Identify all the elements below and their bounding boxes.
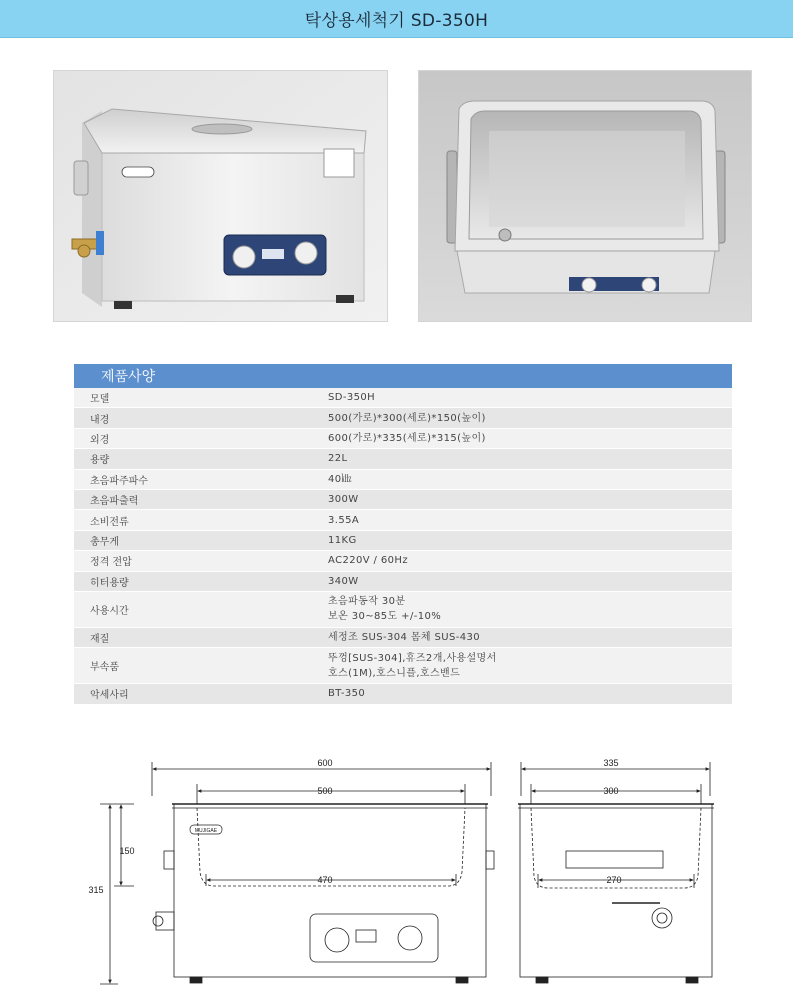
spec-value (328, 411, 732, 426)
spec-label: 내경 (90, 414, 110, 426)
front-inner-depth: 150 (119, 846, 135, 856)
spec-label: 모델 (90, 394, 110, 406)
spec-value (328, 390, 732, 405)
spec-value-line: 보온 30~85도 +/-10% (328, 611, 442, 623)
spec-label: 히터용량 (90, 577, 129, 589)
spec-value (328, 594, 732, 624)
spec-row (74, 429, 732, 449)
spec-label: 용량 (90, 455, 110, 467)
spec-label: 외경 (90, 434, 110, 446)
spec-row (74, 510, 732, 530)
spec-value-line: AC220V / 60Hz (328, 555, 408, 567)
front-basket-width: 470 (317, 875, 333, 885)
spec-value (328, 451, 732, 466)
spec-value-line: SD-350H (328, 392, 376, 404)
spec-row (74, 684, 732, 704)
dimension-drawing (0, 740, 793, 987)
spec-value (328, 651, 732, 681)
spec-value-line: 11KG (328, 534, 357, 546)
spec-value-line: BT-350 (328, 688, 366, 700)
spec-value (328, 431, 732, 446)
spec-row (74, 470, 732, 490)
spec-value-line: 3.55A (328, 514, 360, 526)
spec-label: 사용시간 (90, 605, 129, 617)
spec-value-line: 초음파동작 30분 (328, 596, 406, 608)
spec-value-line: 300W (328, 494, 359, 506)
spec-value (328, 686, 732, 701)
front-body-outline (174, 804, 486, 977)
spec-row (74, 648, 732, 684)
spec-value-line: 40㎑ (328, 473, 352, 485)
spec-value-line: 500(가로)*300(세로)*150(높이) (328, 412, 486, 424)
spec-row (74, 592, 732, 628)
product-photo-open (418, 70, 752, 322)
spec-row (74, 408, 732, 428)
spec-value-line: 호스(1M),호스니플,호스밴드 (328, 667, 461, 679)
title-bar (0, 0, 793, 38)
dimension-drawing-svg (0, 740, 793, 987)
spec-value-line: 22L (328, 453, 348, 465)
spec-label: 총무게 (90, 536, 119, 548)
spec-value-line: 600(가로)*335(세로)*315(높이) (328, 432, 486, 444)
spec-label: 초음파출력 (90, 496, 139, 508)
spec-value (328, 472, 732, 487)
spec-value (328, 492, 732, 507)
spec-value (328, 574, 732, 589)
side-basket-depth: 270 (606, 875, 622, 885)
spec-label: 초음파주파수 (90, 475, 148, 487)
spec-label: 악세사리 (90, 690, 129, 702)
spec-table-title: 제품사양 (101, 369, 156, 385)
spec-row (74, 551, 732, 571)
page-title: 탁상용세척기 SD-350H (304, 11, 489, 31)
spec-rows (74, 388, 732, 705)
spec-value-line: 세정조 SUS-304 몸체 SUS-430 (328, 632, 481, 643)
spec-label: 부속품 (90, 662, 119, 674)
spec-label: 소비전류 (90, 516, 129, 528)
drawing-brand-label: MUJIGAE (194, 828, 218, 834)
spec-value-line: 340W (328, 575, 359, 587)
spec-row (74, 628, 732, 648)
side-body-outline (520, 804, 712, 977)
spec-row (74, 388, 732, 408)
spec-label: 재질 (90, 634, 110, 645)
front-outer-height: 315 (88, 885, 104, 895)
front-outer-width: 600 (317, 758, 333, 768)
open-cleaner-image (419, 71, 751, 321)
front-inner-width: 500 (317, 786, 333, 796)
spec-value (328, 533, 732, 548)
spec-table (74, 364, 732, 705)
spec-value (328, 513, 732, 528)
side-inner-depth: 300 (603, 786, 619, 796)
closed-cleaner-image (54, 71, 387, 321)
spec-row (74, 572, 732, 592)
spec-value-line: 뚜껑[SUS-304],휴즈2개,사용설명서 (328, 652, 497, 664)
spec-label: 정격 전압 (90, 557, 132, 569)
spec-value (328, 630, 732, 645)
spec-row (74, 531, 732, 551)
side-outer-depth: 335 (603, 758, 619, 768)
product-photo-closed (53, 70, 388, 322)
spec-table-header (74, 364, 732, 388)
spec-row (74, 449, 732, 469)
spec-value (328, 553, 732, 568)
spec-row (74, 490, 732, 510)
